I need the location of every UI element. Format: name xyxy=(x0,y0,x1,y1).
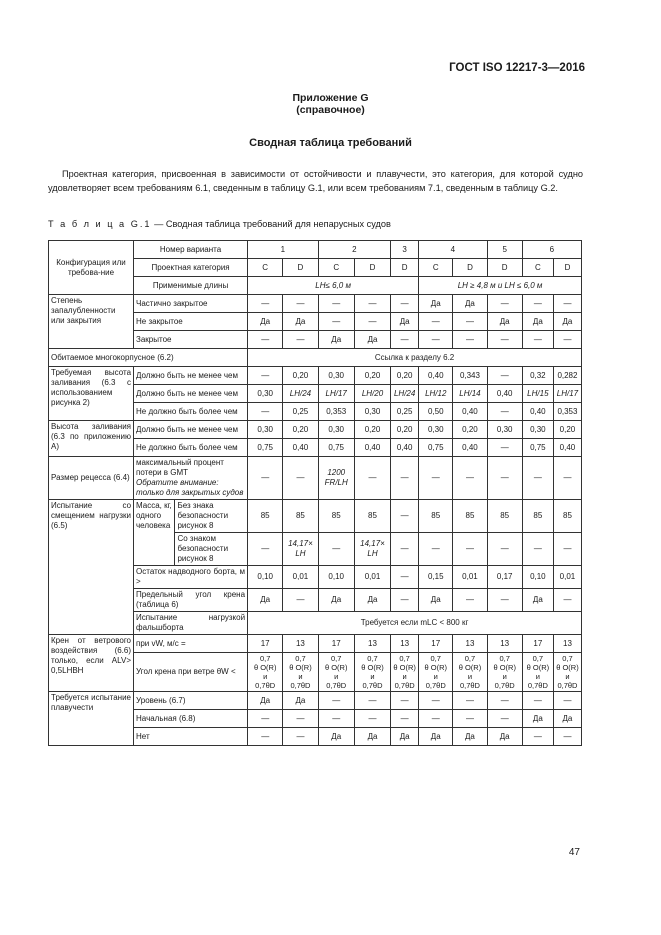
value-cell: D xyxy=(553,259,581,277)
variant-cell: 1 xyxy=(248,241,319,259)
value-cell xyxy=(354,653,390,692)
value-cell: 0,353 xyxy=(553,403,581,421)
value-cell: 0,17 xyxy=(487,566,522,589)
intro-paragraph: Проектная категория, присвоенная в зависимости от остойчивости и плавучести, это категория, для которой судно удовлетворяет всем требованиям 6.1, сведенным в таблицу G.1, или всем требованиям 7.1, сведенным в таблицу G.2. xyxy=(48,169,583,193)
value-cell: — xyxy=(391,457,419,500)
value-cell: Да xyxy=(522,710,553,728)
value-cell xyxy=(283,653,318,692)
value-cell: D xyxy=(354,259,390,277)
wind-heel-part: и xyxy=(298,672,303,681)
wind-heel-part: и xyxy=(502,672,507,681)
variant-cell: 4 xyxy=(419,241,487,259)
value-cell: 0,01 xyxy=(553,566,581,589)
value-cell: 85 xyxy=(453,500,487,533)
document-code: ГОСТ ISO 12217-3—2016 xyxy=(449,62,585,74)
table-row xyxy=(49,457,582,500)
multihull-label: Обитаемое многокорпусное (6.2) xyxy=(49,349,248,367)
value-cell: 0,20 xyxy=(354,367,390,385)
value-cell: C xyxy=(318,259,354,277)
wind-heel-part: 0,7θD xyxy=(394,681,415,690)
value-cell: — xyxy=(487,403,522,421)
page-number: 47 xyxy=(568,847,580,858)
table-row xyxy=(49,295,582,313)
wind-heel-part: θ O(R) xyxy=(556,663,579,672)
value-cell: — xyxy=(522,692,553,710)
table-caption-text: — Сводная таблица требований для непарусных судов xyxy=(151,219,391,229)
group-label: Степень запалубленности или закрытия xyxy=(49,295,134,349)
value-cell: C xyxy=(419,259,453,277)
value-cell: Да xyxy=(354,589,390,612)
value-cell: Да xyxy=(354,331,390,349)
wind-heel-part: 0,7θD xyxy=(557,681,578,690)
value-cell: LH/20 xyxy=(354,385,390,403)
value-cell: — xyxy=(487,331,522,349)
value-cell: 0,50 xyxy=(419,403,453,421)
wind-heel-part: и xyxy=(467,672,473,681)
value-cell: — xyxy=(318,295,354,313)
multihull-value: Ссылка к разделу 6.2 xyxy=(248,349,582,367)
variant-header: Номер варианта xyxy=(134,241,248,259)
value-cell: — xyxy=(283,710,318,728)
value-cell: 0,40 xyxy=(391,439,419,457)
group-label: Высота заливания (6.3 по приложению А) xyxy=(49,421,134,457)
wind-heel-part: 0,7 xyxy=(331,654,342,663)
value-cell xyxy=(553,653,581,692)
wind-heel-part: θ O(R) xyxy=(526,663,550,672)
value-cell: 0,20 xyxy=(283,421,318,439)
value-cell: Да xyxy=(248,313,283,331)
value-cell: 17 xyxy=(318,635,354,653)
value-cell: — xyxy=(391,331,419,349)
value-cell xyxy=(487,653,522,692)
value-cell: Да xyxy=(318,331,354,349)
row-label: Начальная (6.8) xyxy=(134,710,248,728)
group-label: Крен от ветрового воздействия (6.6) только, если ALV> 0,5LHBH xyxy=(49,635,134,692)
value-cell: 1200 FR/LH xyxy=(318,457,354,500)
value-cell: — xyxy=(419,710,453,728)
value-cell: — xyxy=(391,589,419,612)
value-cell: 13 xyxy=(453,635,487,653)
value-cell: 0,30 xyxy=(487,421,522,439)
value-cell: — xyxy=(553,533,581,566)
wind-heel-part: 0,7θD xyxy=(326,681,347,690)
value-cell: — xyxy=(391,295,419,313)
row-label: при vW, м/с = xyxy=(134,635,248,653)
value-cell: 85 xyxy=(553,500,581,533)
group-label: Требуется испытание плавучести xyxy=(49,692,134,746)
variant-cell: 6 xyxy=(522,241,581,259)
value-cell: Да xyxy=(453,295,487,313)
value-cell: — xyxy=(419,457,453,500)
value-cell: — xyxy=(553,692,581,710)
row-label: Уровень (6.7) xyxy=(134,692,248,710)
table-caption-prefix: Т а б л и ц а G.1 xyxy=(48,219,152,229)
value-cell: 0,75 xyxy=(318,439,354,457)
wind-heel-part: 0,7θD xyxy=(459,681,480,690)
value-cell: Да xyxy=(391,728,419,746)
wind-heel-part: 0,7 xyxy=(259,654,271,663)
value-cell: 0,20 xyxy=(354,421,390,439)
value-cell: 0,01 xyxy=(354,566,390,589)
row-label: Частично закрытое xyxy=(134,295,248,313)
value-cell: — xyxy=(487,589,522,612)
value-cell: Да xyxy=(453,728,487,746)
value-cell: — xyxy=(453,533,487,566)
value-cell: — xyxy=(487,692,522,710)
value-cell: Да xyxy=(553,313,581,331)
value-cell: 85 xyxy=(487,500,522,533)
recess-group-label: Размер рецесса (6.4) xyxy=(49,457,134,500)
value-cell: 0,32 xyxy=(522,367,553,385)
wind-heel-part: θ O(R) xyxy=(458,663,482,672)
value-cell: 0,40 xyxy=(522,403,553,421)
variant-cell: 2 xyxy=(318,241,391,259)
wind-heel-part: и xyxy=(334,672,339,681)
value-cell: — xyxy=(391,533,419,566)
wind-heel-part: и xyxy=(370,672,375,681)
value-cell: — xyxy=(354,692,390,710)
value-cell: 0,01 xyxy=(283,566,318,589)
value-cell: C xyxy=(522,259,553,277)
value-cell: LH/17 xyxy=(318,385,354,403)
value-cell: Да xyxy=(248,589,283,612)
appendix-subtitle: (справочное) xyxy=(296,104,365,116)
table-row xyxy=(49,349,582,367)
value-cell: 0,20 xyxy=(553,421,581,439)
wind-heel-part: 0,7 xyxy=(295,654,306,663)
value-cell: 0,40 xyxy=(553,439,581,457)
value-cell: 0,75 xyxy=(419,439,453,457)
wind-heel-part: и xyxy=(263,672,268,681)
value-cell: 0,30 xyxy=(318,367,354,385)
value-cell: 0,30 xyxy=(354,403,390,421)
config-header: Конфигурация или требова-ние xyxy=(49,241,134,295)
wind-heel-part: θ O(R) xyxy=(493,663,516,672)
value-cell: — xyxy=(354,295,390,313)
value-cell: 85 xyxy=(318,500,354,533)
value-cell: 0,30 xyxy=(419,421,453,439)
wind-heel-part: 0,7θD xyxy=(255,681,276,690)
value-cell: 0,15 xyxy=(419,566,453,589)
value-cell: — xyxy=(487,533,522,566)
value-cell: 0,20 xyxy=(283,367,318,385)
variant-cell: 5 xyxy=(487,241,522,259)
row-label: Не должно быть более чем xyxy=(134,403,248,421)
wind-heel-part: 0,7 xyxy=(430,654,441,663)
value-cell: D xyxy=(283,259,318,277)
value-cell: 13 xyxy=(354,635,390,653)
value-cell: 13 xyxy=(487,635,522,653)
wind-heel-part: 0,7θD xyxy=(362,681,383,690)
length-range-a: LH≤ 6,0 м xyxy=(248,277,419,295)
value-cell: — xyxy=(248,295,283,313)
value-cell: — xyxy=(248,457,283,500)
row-label: Не должно быть более чем xyxy=(134,439,248,457)
value-cell: — xyxy=(522,331,553,349)
wind-heel-part: 0,7θD xyxy=(290,681,311,690)
value-cell: — xyxy=(318,533,354,566)
value-cell: — xyxy=(283,589,318,612)
wind-heel-part: θ O(R) xyxy=(289,663,312,672)
value-cell: 13 xyxy=(553,635,581,653)
wind-heel-part: θ O(R) xyxy=(324,663,348,672)
value-cell: — xyxy=(248,403,283,421)
value-cell: 85 xyxy=(522,500,553,533)
row-label: Закрытое xyxy=(134,331,248,349)
row-label: Должно быть не менее чем xyxy=(134,367,248,385)
table-row xyxy=(49,367,582,385)
wind-heel-part: и xyxy=(565,672,570,681)
value-cell: Да xyxy=(354,728,390,746)
value-cell: 0,10 xyxy=(248,566,283,589)
row-label: Без знака безопасности рисунок 8 xyxy=(175,500,248,533)
value-cell: 0,30 xyxy=(522,421,553,439)
table-row xyxy=(49,241,582,259)
value-cell: — xyxy=(391,500,419,533)
value-cell: 0,40 xyxy=(419,367,453,385)
bulwark-label: Испытание нагрузкой фальшборта xyxy=(134,612,248,635)
table-row xyxy=(49,421,582,439)
value-cell: 85 xyxy=(283,500,318,533)
value-cell xyxy=(391,653,419,692)
value-cell: — xyxy=(487,710,522,728)
value-cell: — xyxy=(318,710,354,728)
value-cell: — xyxy=(354,710,390,728)
value-cell: 0,20 xyxy=(391,367,419,385)
wind-heel-part: θ O(R) xyxy=(424,663,447,672)
value-cell: Да xyxy=(283,313,318,331)
value-cell xyxy=(248,653,283,692)
value-cell: Да xyxy=(487,728,522,746)
value-cell: — xyxy=(283,331,318,349)
value-cell: — xyxy=(248,728,283,746)
variant-cell: 3 xyxy=(391,241,419,259)
wind-heel-part: 0,7 xyxy=(367,654,378,663)
requirements-table xyxy=(48,240,582,746)
value-cell: — xyxy=(318,692,354,710)
value-cell: LH/24 xyxy=(391,385,419,403)
shift-group-label: Испытание со смещением нагрузки (6.5) xyxy=(49,500,134,635)
value-cell: — xyxy=(419,313,453,331)
value-cell: 0,343 xyxy=(453,367,487,385)
value-cell: 13 xyxy=(391,635,419,653)
length-range-b: LH ≥ 4,8 м и LH ≤ 6,0 м xyxy=(419,277,582,295)
value-cell: LH/15 xyxy=(522,385,553,403)
value-cell: Да xyxy=(522,589,553,612)
row-label: Должно быть не менее чем xyxy=(134,385,248,403)
value-cell: 85 xyxy=(419,500,453,533)
value-cell: — xyxy=(553,457,581,500)
value-cell: 17 xyxy=(248,635,283,653)
value-cell: 0,10 xyxy=(318,566,354,589)
row-label: Нет xyxy=(134,728,248,746)
recess-label xyxy=(134,457,248,500)
value-cell: 0,40 xyxy=(354,439,390,457)
wind-heel-part: 0,7θD xyxy=(494,681,515,690)
recess-text: максимальный процент потери в GMT xyxy=(136,458,224,477)
value-cell: — xyxy=(283,457,318,500)
value-cell: 0,10 xyxy=(522,566,553,589)
value-cell: Да xyxy=(419,728,453,746)
value-cell: LH/17 xyxy=(553,385,581,403)
value-cell: 0,75 xyxy=(248,439,283,457)
value-cell: Да xyxy=(419,589,453,612)
mass-label: Масса, кг, одного человека xyxy=(134,500,175,566)
value-cell: — xyxy=(248,710,283,728)
value-cell: Да xyxy=(283,692,318,710)
value-cell: Да xyxy=(419,295,453,313)
value-cell: 85 xyxy=(248,500,283,533)
value-cell: LH/14 xyxy=(453,385,487,403)
value-cell: — xyxy=(553,331,581,349)
value-cell: — xyxy=(283,728,318,746)
value-cell: — xyxy=(248,331,283,349)
value-cell: 0,40 xyxy=(283,439,318,457)
value-cell xyxy=(419,653,453,692)
value-cell: 0,75 xyxy=(522,439,553,457)
wind-heel-part: θ O(R) xyxy=(361,663,384,672)
value-cell: 0,40 xyxy=(487,385,522,403)
value-cell: Да xyxy=(522,313,553,331)
recess-note: Обратите внимание: только для закрытых судов xyxy=(136,478,244,497)
value-cell: — xyxy=(553,295,581,313)
value-cell: 17 xyxy=(522,635,553,653)
value-cell: Да xyxy=(318,728,354,746)
value-cell: LH/24 xyxy=(283,385,318,403)
value-cell: — xyxy=(419,692,453,710)
value-cell: — xyxy=(522,533,553,566)
value-cell: — xyxy=(453,331,487,349)
value-cell: 0,25 xyxy=(283,403,318,421)
value-cell: — xyxy=(391,710,419,728)
value-cell: D xyxy=(391,259,419,277)
value-cell: — xyxy=(248,367,283,385)
value-cell: 0,01 xyxy=(453,566,487,589)
value-cell xyxy=(453,653,487,692)
value-cell: — xyxy=(522,295,553,313)
value-cell: 0,353 xyxy=(318,403,354,421)
table-row xyxy=(49,635,582,653)
row-label: Должно быть не менее чем xyxy=(134,421,248,439)
value-cell: 14,17× LH xyxy=(354,533,390,566)
row-label: Предельный угол крена (таблица 6) xyxy=(134,589,248,612)
row-label: Угол крена при ветре θW < xyxy=(134,653,248,692)
value-cell: — xyxy=(453,692,487,710)
value-cell: 0,30 xyxy=(248,385,283,403)
value-cell: — xyxy=(553,589,581,612)
appendix-title: Приложение G xyxy=(292,92,369,104)
wind-heel-part: 0,7θD xyxy=(527,681,548,690)
bulwark-value: Требуется если mLC < 800 кг xyxy=(248,612,582,635)
value-cell: 0,20 xyxy=(391,421,419,439)
value-cell: — xyxy=(453,710,487,728)
value-cell: 85 xyxy=(354,500,390,533)
value-cell: 0,30 xyxy=(318,421,354,439)
value-cell: — xyxy=(522,457,553,500)
wind-heel-part: 0,7 xyxy=(399,654,410,663)
value-cell: — xyxy=(419,331,453,349)
wind-heel-part: и xyxy=(535,672,540,681)
value-cell: — xyxy=(391,692,419,710)
wind-heel-part: 0,7 xyxy=(464,654,476,663)
value-cell: — xyxy=(354,457,390,500)
value-cell: — xyxy=(487,457,522,500)
value-cell: 0,25 xyxy=(391,403,419,421)
wind-heel-part: 0,7θD xyxy=(425,681,446,690)
value-cell: — xyxy=(453,313,487,331)
row-label: Остаток надводного борта, м > xyxy=(134,566,248,589)
value-cell: — xyxy=(354,313,390,331)
value-cell: 0,30 xyxy=(248,421,283,439)
value-cell: Да xyxy=(391,313,419,331)
wind-heel-part: 0,7 xyxy=(562,654,573,663)
table-row xyxy=(49,692,582,710)
group-label: Требуемая высота заливания (6.3 с использованием рисунка 2) xyxy=(49,367,134,421)
wind-heel-part: 0,7 xyxy=(532,654,544,663)
value-cell: — xyxy=(487,295,522,313)
table-row xyxy=(49,500,582,533)
value-cell: 17 xyxy=(419,635,453,653)
value-cell: 0,282 xyxy=(553,367,581,385)
value-cell: 14,17× LH xyxy=(283,533,318,566)
lengths-header: Применимые длины xyxy=(134,277,248,295)
value-cell: — xyxy=(419,533,453,566)
wind-heel-part: θ O(R) xyxy=(393,663,416,672)
value-cell: 0,40 xyxy=(453,403,487,421)
value-cell: — xyxy=(522,728,553,746)
value-cell: 0,20 xyxy=(453,421,487,439)
wind-heel-part: 0,7 xyxy=(499,654,510,663)
section-title: Сводная таблица требований xyxy=(249,137,412,149)
wind-heel-part: и xyxy=(402,672,407,681)
value-cell xyxy=(522,653,553,692)
value-cell: Да xyxy=(318,589,354,612)
value-cell: Да xyxy=(553,710,581,728)
value-cell: — xyxy=(248,533,283,566)
value-cell: — xyxy=(453,589,487,612)
row-label: Не закрытое xyxy=(134,313,248,331)
value-cell: — xyxy=(487,367,522,385)
value-cell: C xyxy=(248,259,283,277)
value-cell: 13 xyxy=(283,635,318,653)
value-cell: D xyxy=(453,259,487,277)
row-label: Со знаком безопасности рисунок 8 xyxy=(175,533,248,566)
value-cell: — xyxy=(318,313,354,331)
table-caption xyxy=(48,219,391,229)
value-cell: Да xyxy=(487,313,522,331)
wind-heel-part: и xyxy=(433,672,438,681)
value-cell: 0,40 xyxy=(453,439,487,457)
value-cell: Да xyxy=(248,692,283,710)
value-cell: — xyxy=(453,457,487,500)
value-cell: — xyxy=(283,295,318,313)
value-cell: LH/12 xyxy=(419,385,453,403)
value-cell xyxy=(318,653,354,692)
value-cell: — xyxy=(553,728,581,746)
value-cell: D xyxy=(487,259,522,277)
wind-heel-part: θ O(R) xyxy=(253,663,277,672)
value-cell: — xyxy=(487,439,522,457)
row-label: Проектная категория xyxy=(134,259,248,277)
value-cell: — xyxy=(391,566,419,589)
